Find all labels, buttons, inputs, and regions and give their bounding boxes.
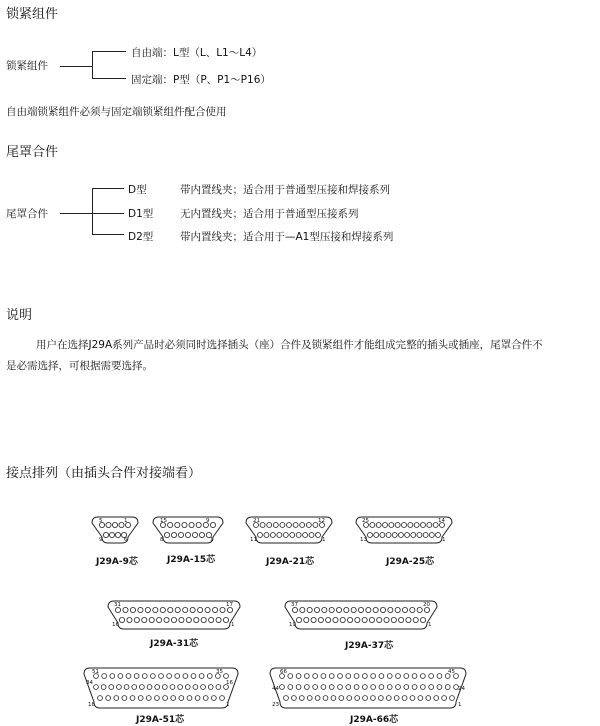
contact-pin	[313, 685, 318, 690]
contact-pin	[338, 674, 343, 679]
contact-pin	[138, 696, 143, 701]
contact-pin	[339, 696, 344, 701]
contact-pin	[288, 685, 293, 690]
pin-number: 5	[99, 518, 103, 524]
contact-pin	[340, 617, 345, 622]
contact-pin	[370, 523, 375, 528]
pin-number: 9	[99, 537, 103, 543]
contact-pin	[392, 533, 397, 538]
contact-pin	[292, 607, 297, 612]
contact-pin	[413, 617, 418, 622]
contact-pin	[119, 617, 124, 622]
pin-number: 31	[114, 602, 121, 608]
contact-pin	[155, 696, 160, 701]
contact-pin	[171, 617, 176, 622]
contact-pin	[445, 685, 450, 690]
contact-pin	[296, 685, 301, 690]
contact-pin	[307, 607, 312, 612]
pin-number: 25	[362, 518, 369, 524]
contact-pin	[406, 617, 411, 622]
contact-pin	[410, 696, 415, 701]
pin-number: 20	[423, 602, 430, 608]
contact-pin	[149, 617, 154, 622]
contact-pin	[371, 696, 376, 701]
contact-pin	[162, 685, 167, 690]
contact-pin	[380, 607, 385, 612]
contact-pin	[258, 533, 263, 538]
contact-pin	[396, 685, 401, 690]
pin-number: 12	[318, 518, 325, 524]
contact-pin	[379, 685, 384, 690]
contact-pin	[280, 523, 285, 528]
contact-pin	[396, 674, 401, 679]
contact-pin	[402, 696, 407, 701]
pin-number: 1	[210, 537, 214, 543]
contact-pin	[296, 674, 301, 679]
contact-pin	[109, 532, 114, 537]
pin-number: 66	[280, 669, 287, 675]
tail-item-code: D2型	[128, 231, 154, 243]
contact-pin	[314, 607, 319, 612]
contact-pin	[344, 607, 349, 612]
contact-pin	[189, 522, 194, 527]
locking-section-title: 锁紧组件	[6, 7, 59, 22]
contact-pin	[315, 696, 320, 701]
contact-pin	[192, 532, 197, 537]
contact-pin	[109, 685, 114, 690]
contact-pin	[387, 685, 392, 690]
contact-pin	[412, 674, 417, 679]
contact-pin	[423, 533, 428, 538]
contact-pin	[164, 617, 169, 622]
contact-pin	[331, 696, 336, 701]
contact-pin	[110, 674, 115, 679]
contact-pin	[399, 617, 404, 622]
contact-pin	[114, 696, 119, 701]
connector-label: J29A-66芯	[350, 715, 399, 725]
contact-pin	[411, 533, 416, 538]
contact-pin	[436, 533, 441, 538]
contact-pin	[216, 685, 221, 690]
contact-pin	[347, 617, 352, 622]
contact-pin	[199, 674, 204, 679]
contact-pin	[183, 674, 188, 679]
contact-pin	[355, 696, 360, 701]
pin-number: 44	[272, 686, 279, 692]
connector-label: J29A-9芯	[96, 557, 138, 567]
pin-number: 6	[124, 537, 128, 543]
contact-pin	[303, 533, 308, 538]
contact-pin	[304, 685, 309, 690]
contact-pin	[118, 674, 123, 679]
contact-pin	[185, 685, 190, 690]
contact-pin	[179, 696, 184, 701]
contact-pin	[98, 696, 103, 701]
contact-pin	[437, 674, 442, 679]
contact-pin	[178, 685, 183, 690]
contact-pin	[146, 696, 151, 701]
pin-number: 11	[250, 537, 257, 543]
contact-pin	[410, 607, 415, 612]
contact-pin	[210, 522, 215, 527]
contact-pin	[170, 685, 175, 690]
contact-pin	[227, 607, 232, 612]
contact-pin	[336, 607, 341, 612]
tail-item-code: D型	[128, 184, 147, 196]
contact-pin	[306, 523, 311, 528]
contact-pin	[164, 532, 169, 537]
contact-pin	[102, 674, 107, 679]
contact-pin	[277, 533, 282, 538]
contact-pin	[159, 674, 164, 679]
contact-pin	[420, 685, 425, 690]
contact-pin	[270, 533, 275, 538]
contact-pin	[405, 533, 410, 538]
pin-number: 8	[160, 537, 164, 543]
contact-pin	[168, 607, 173, 612]
contact-pin	[402, 607, 407, 612]
contact-pin	[293, 523, 298, 528]
contact-pin	[322, 607, 327, 612]
contact-pin	[264, 533, 269, 538]
contact-pin	[157, 617, 162, 622]
contact-pin	[427, 523, 432, 528]
contact-pin	[316, 533, 321, 538]
contact-pin	[420, 617, 425, 622]
contact-pin	[126, 674, 131, 679]
contact-pin	[284, 696, 289, 701]
contact-pin	[117, 685, 122, 690]
contact-pin	[329, 607, 334, 612]
contact-pin	[421, 523, 426, 528]
contact-pin	[160, 607, 165, 612]
contact-pin	[323, 696, 328, 701]
pin-number: 1	[458, 702, 462, 708]
contact-pin	[296, 533, 301, 538]
contact-pin	[434, 696, 439, 701]
contact-pin	[354, 685, 359, 690]
contact-pin	[355, 617, 360, 622]
contact-pin	[346, 685, 351, 690]
contact-pin	[212, 607, 217, 612]
connector-shell	[285, 601, 437, 629]
contact-pin	[304, 617, 309, 622]
contact-pin	[115, 607, 120, 612]
tail-item-desc: 带内置线夹；适合用于普通型压接和焊接系列	[180, 184, 390, 196]
contact-pin	[379, 674, 384, 679]
contact-pin	[412, 685, 417, 690]
contact-pin	[450, 696, 455, 701]
contact-pin	[388, 607, 393, 612]
contact-pin	[194, 617, 199, 622]
contact-pin	[287, 523, 292, 528]
contact-pin	[394, 696, 399, 701]
pin-number: 35	[216, 669, 223, 675]
contact-pin	[171, 532, 176, 537]
contact-pin	[185, 532, 190, 537]
pin-number: 18	[88, 702, 95, 708]
contact-pin	[260, 523, 265, 528]
contact-pin	[201, 685, 206, 690]
contact-pin	[366, 607, 371, 612]
contact-pin	[171, 696, 176, 701]
pin-number: 1	[226, 702, 230, 708]
contact-pin	[138, 607, 143, 612]
contact-pin	[103, 532, 108, 537]
pin-number: 1	[428, 622, 432, 628]
connector-shell	[84, 668, 238, 708]
contact-pin	[318, 617, 323, 622]
contact-pin	[402, 523, 407, 528]
pin-number: 16	[112, 622, 119, 628]
pin-number: 1	[231, 622, 235, 628]
pin-number: 1	[124, 518, 128, 524]
contact-pin	[183, 607, 188, 612]
contact-pin	[130, 696, 135, 701]
contact-pin	[326, 617, 331, 622]
contact-pin	[296, 617, 301, 622]
contact-pin	[417, 607, 422, 612]
contact-pin	[220, 607, 225, 612]
contact-pin	[404, 674, 409, 679]
locking-fixed-end: 固定端：P型（P、P1～P16）	[131, 74, 271, 86]
pin-number: 19	[289, 622, 296, 628]
tail-item-desc: 带内置线夹；适合用于—A1型压接和焊接系列	[180, 231, 394, 243]
contact-pin	[429, 674, 434, 679]
connector-label: J29A-31芯	[150, 639, 199, 649]
contact-pin	[123, 607, 128, 612]
contact-pin	[196, 522, 201, 527]
locking-note: 自由端锁紧组件必须与固定端锁紧组件配合使用	[6, 106, 227, 118]
contact-pin	[429, 533, 434, 538]
contact-pin	[167, 674, 172, 679]
contact-pin	[307, 696, 312, 701]
contact-pin	[389, 523, 394, 528]
tail-item-desc: 无内置线夹；适合用于普通型压接系列	[180, 208, 359, 220]
locking-free-end: 自由端：L型（L、L1～L4）	[131, 47, 263, 59]
pin-number: 45	[448, 669, 455, 675]
contact-pin	[386, 533, 391, 538]
pin-number: 14	[438, 518, 445, 524]
explain-line-2: 是必需选择，可根据需要选择。	[6, 360, 153, 372]
contact-pin	[187, 696, 192, 701]
contact-pin	[351, 607, 356, 612]
contact-pin	[362, 685, 367, 690]
contact-pin	[362, 617, 367, 622]
contact-pin	[132, 685, 137, 690]
contact-pin	[420, 674, 425, 679]
contact-pin	[195, 696, 200, 701]
contact-pin	[147, 685, 152, 690]
pin-number: 15	[160, 518, 167, 524]
contact-pin	[380, 533, 385, 538]
contact-pin	[101, 685, 106, 690]
contact-pin	[199, 532, 204, 537]
pin-number: 23	[272, 702, 279, 708]
contact-pin	[395, 607, 400, 612]
contact-pin	[373, 607, 378, 612]
contact-pin	[321, 674, 326, 679]
contact-pin	[179, 617, 184, 622]
contact-pin	[374, 533, 379, 538]
contact-pin	[191, 674, 196, 679]
pin-number: 9	[206, 518, 210, 524]
contact-pin	[288, 674, 293, 679]
contact-pin	[408, 523, 413, 528]
pin-number: 1	[442, 537, 446, 543]
contact-pin	[429, 685, 434, 690]
contact-pin	[211, 696, 216, 701]
contact-pin	[354, 674, 359, 679]
contact-pin	[391, 617, 396, 622]
explain-section-title: 说明	[6, 308, 33, 323]
contact-pin	[426, 696, 431, 701]
contact-pin	[124, 685, 129, 690]
contact-pin	[223, 617, 228, 622]
contact-pin	[139, 685, 144, 690]
contact-pin	[347, 696, 352, 701]
contact-pin	[142, 617, 147, 622]
pin-number: 34	[86, 680, 93, 686]
contact-pin	[414, 523, 419, 528]
contact-pin	[130, 607, 135, 612]
contacts-section-title: 接点排列（由插头合件对接端看）	[6, 466, 202, 481]
contact-pin	[224, 674, 229, 679]
contact-pin	[145, 607, 150, 612]
contact-pin	[363, 696, 368, 701]
contact-pin	[155, 685, 160, 690]
connector-label: J29A-15芯	[167, 555, 216, 565]
contact-pin	[384, 617, 389, 622]
contact-pin	[321, 685, 326, 690]
contact-pin	[377, 617, 382, 622]
contact-pin	[208, 685, 213, 690]
pin-number: 37	[291, 602, 298, 608]
locking-root-label: 锁紧组件	[6, 60, 48, 72]
contact-pin	[329, 674, 334, 679]
explain-line-1: 用户在选择J29A系列产品时必须同时选择插头（座）合件及锁紧组件才能组成完整的插头或插座，尾罩合件不	[36, 339, 543, 351]
pin-number: 16	[226, 680, 233, 686]
connector-label: J29A-51芯	[136, 715, 185, 725]
contact-pin	[311, 617, 316, 622]
contact-pin	[122, 696, 127, 701]
contact-pin	[175, 607, 180, 612]
contact-pin	[346, 674, 351, 679]
pin-number: 51	[92, 669, 99, 675]
contact-pin	[371, 685, 376, 690]
contact-pin	[371, 674, 376, 679]
contact-pin	[186, 617, 191, 622]
contact-pin	[358, 607, 363, 612]
contact-pin	[220, 696, 225, 701]
contact-pin	[417, 533, 422, 538]
contact-pin	[404, 685, 409, 690]
contact-pin	[309, 533, 314, 538]
tail-root-label: 尾罩合件	[6, 208, 48, 220]
contact-pin	[209, 617, 214, 622]
contact-pin	[283, 533, 288, 538]
contact-pin	[201, 617, 206, 622]
contact-pin	[398, 533, 403, 538]
contact-pin	[175, 674, 180, 679]
contact-pin	[115, 532, 120, 537]
contact-pin	[383, 523, 388, 528]
connector-label: J29A-37芯	[345, 641, 394, 651]
contact-pin	[442, 696, 447, 701]
contact-pin	[134, 617, 139, 622]
contact-pin	[163, 696, 168, 701]
contact-pin	[313, 674, 318, 679]
contact-pin	[134, 674, 139, 679]
contact-pin	[190, 607, 195, 612]
contact-pin	[386, 696, 391, 701]
pin-number: 1	[322, 537, 326, 543]
contact-pin	[106, 522, 111, 527]
contact-pin	[369, 617, 374, 622]
contact-pin	[178, 532, 183, 537]
contact-pin	[198, 607, 203, 612]
contact-pin	[418, 696, 423, 701]
contact-pin	[329, 685, 334, 690]
contact-pin	[153, 607, 158, 612]
tail-item-code: D1型	[128, 208, 154, 220]
contact-pin	[280, 685, 285, 690]
contact-pin	[168, 522, 173, 527]
contact-pin	[362, 674, 367, 679]
contact-pin	[299, 696, 304, 701]
contact-pin	[127, 617, 132, 622]
pin-number: 24	[458, 686, 465, 692]
contact-pin	[175, 522, 180, 527]
contact-pin	[378, 696, 383, 701]
contact-pin	[290, 533, 295, 538]
contact-pin	[267, 523, 272, 528]
contact-pin	[333, 617, 338, 622]
pin-number: 17	[226, 602, 233, 608]
contact-pin	[376, 523, 381, 528]
connector-label: J29A-21芯	[266, 557, 315, 567]
contact-pin	[338, 685, 343, 690]
contact-pin	[142, 674, 147, 679]
contact-pin	[273, 523, 278, 528]
contact-pin	[106, 696, 111, 701]
connector-label: J29A-25芯	[386, 557, 435, 567]
contact-pin	[292, 696, 297, 701]
contact-pin	[207, 674, 212, 679]
contact-pin	[193, 685, 198, 690]
contact-pin	[150, 674, 155, 679]
pin-number: 13	[360, 537, 367, 543]
contact-pin	[216, 617, 221, 622]
contact-pin	[300, 607, 305, 612]
contact-pin	[300, 523, 305, 528]
contact-pin	[112, 522, 117, 527]
contact-pin	[205, 607, 210, 612]
contact-pin	[203, 696, 208, 701]
tail-section-title: 尾罩合件	[6, 145, 59, 160]
connector-shell	[108, 601, 240, 629]
contact-pin	[368, 533, 373, 538]
contact-pin	[395, 523, 400, 528]
contact-pin	[424, 607, 429, 612]
contact-pin	[182, 522, 187, 527]
contact-pin	[304, 674, 309, 679]
contact-pin	[387, 674, 392, 679]
contact-pin	[94, 685, 99, 690]
contact-pin	[437, 685, 442, 690]
pin-number: 21	[253, 518, 260, 524]
